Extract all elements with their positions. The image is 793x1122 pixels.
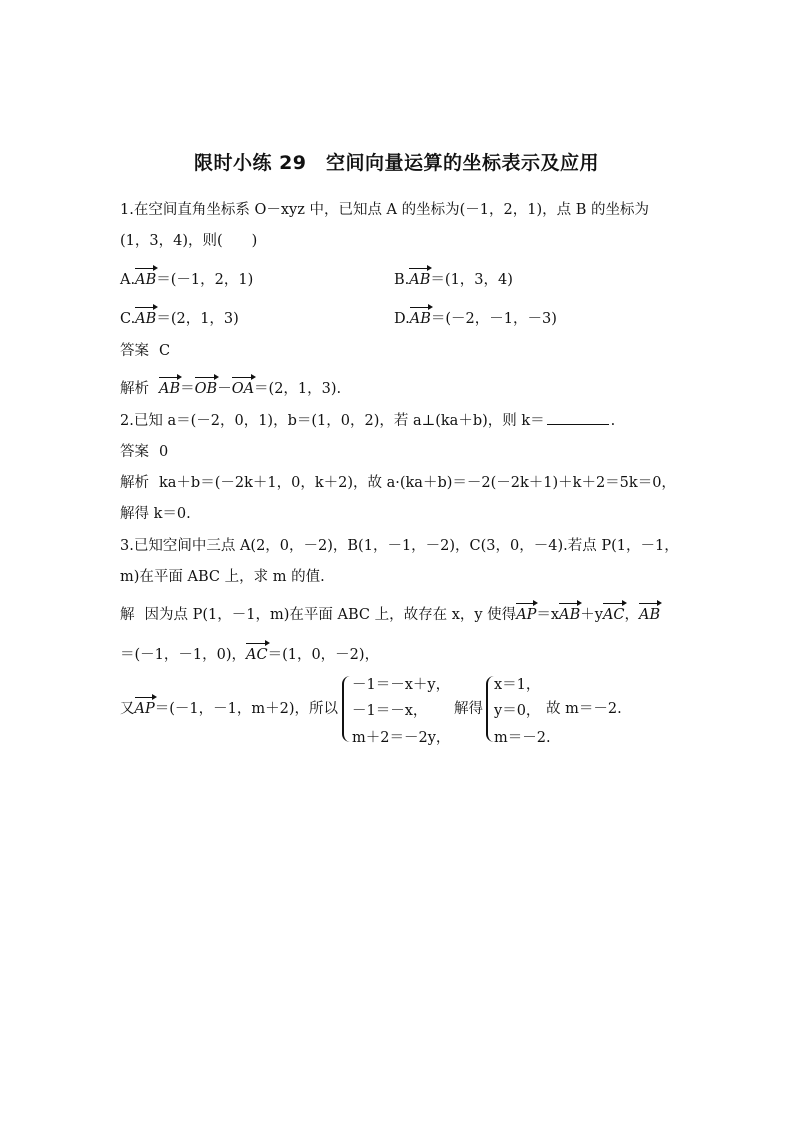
solution-text: ＝(1，0，－2)， <box>267 647 380 663</box>
vector-ap: AP <box>135 698 155 720</box>
minus: － <box>217 381 232 397</box>
vector-ac: AC <box>246 644 268 666</box>
solution-label: 解 <box>120 607 135 623</box>
q1-text-line1: 1.在空间直角坐标系 O－xyz 中，已知点 A 的坐标为(－1，2，1)，点 B 的坐标为 <box>120 202 649 218</box>
system2-eq1: x＝1， <box>494 677 541 693</box>
q1-option-b <box>394 269 513 291</box>
system1-eq2: －1＝－x， <box>352 703 428 719</box>
q3-text-line1: 3.已知空间中三点 A(2，0，－2)，B(1，－1，－2)，C(3，0，－4).若点 P(1，－1， <box>120 538 679 554</box>
option-b-prefix: B. <box>394 272 410 288</box>
solution-text: ， <box>624 607 640 623</box>
q3-solution-line2 <box>120 644 379 666</box>
q1-text-line2: (1，3，4)，则( ) <box>120 233 258 249</box>
equals: ＝ <box>180 381 195 397</box>
analysis-text: ka＋b＝(－2k＋1，0，k＋2)，故 a·(ka＋b)＝－2(－2k＋1)＋k＋2＝5k＝0， <box>159 475 676 491</box>
vector-ab: AB <box>410 308 431 330</box>
solution-text: ＝(－1，－1，0)， <box>120 647 246 663</box>
system1-eq3: m＋2＝－2y， <box>352 730 451 746</box>
q1-option-a <box>120 269 253 291</box>
solution-text: ＋y <box>580 607 603 623</box>
vector-ab: AB <box>135 269 156 291</box>
q1-option-c <box>120 308 239 330</box>
solution-text: 因为点 P(1，－1，m)在平面 ABC 上，故存在 x，y 使得 <box>144 607 517 623</box>
q2-analysis-line2: 解得 k＝0. <box>120 506 191 522</box>
solution-text: 又 <box>120 701 135 717</box>
analysis-label: 解析 <box>120 475 149 491</box>
q2-text-before: 2.已知 a＝(－2，0，1)，b＝(1，0，2)，若 a⊥(ka＋b)，则 k＝ <box>120 413 545 429</box>
vector-ab: AB <box>639 604 660 626</box>
vector-ob: OB <box>195 378 218 400</box>
q2-text <box>120 410 615 432</box>
solve-label: 解得 <box>454 701 483 717</box>
option-c-prefix: C. <box>120 311 136 327</box>
option-a-value: ＝(－1，2，1) <box>156 272 254 288</box>
option-b-value: ＝(1，3，4) <box>430 272 513 288</box>
answer-label: 答案 <box>120 444 149 460</box>
vector-ab: AB <box>409 269 430 291</box>
q1-answer <box>120 340 170 362</box>
q3-solution-line3 <box>120 698 338 720</box>
solution-text: ＝(－1，－1，m＋2)，所以 <box>154 701 338 717</box>
system1-eq1: －1＝－x＋y， <box>352 677 451 693</box>
vector-ab: AB <box>159 378 180 400</box>
answer-value: C <box>159 343 171 359</box>
option-a-prefix: A. <box>120 272 136 288</box>
q3-text-line2: m)在平面 ABC 上，求 m 的值. <box>120 569 325 585</box>
vector-ab: AB <box>135 308 156 330</box>
system2-eq2: y＝0， <box>494 703 541 719</box>
q1-option-d <box>394 308 557 330</box>
q3-solution-line1 <box>120 604 660 626</box>
option-d-prefix: D. <box>394 311 410 327</box>
system2-eq3: m＝－2. <box>494 730 551 746</box>
answer-value: 0 <box>159 444 169 460</box>
page-title: 限时小练 29 空间向量运算的坐标表示及应用 <box>193 152 600 174</box>
q2-analysis-line1 <box>120 472 676 494</box>
solution-text: ＝x <box>536 607 560 623</box>
q2-answer <box>120 441 168 463</box>
left-brace <box>342 676 352 742</box>
analysis-label: 解析 <box>120 381 149 397</box>
analysis-result: ＝(2，1，3). <box>254 381 342 397</box>
vector-ac: AC <box>603 604 625 626</box>
option-d-value: ＝(－2，－1，－3) <box>430 311 557 327</box>
conclusion: 故 m＝－2. <box>546 701 622 717</box>
q1-analysis <box>120 378 341 400</box>
option-c-value: ＝(2，1，3) <box>156 311 239 327</box>
vector-ab: AB <box>559 604 580 626</box>
q2-text-after: . <box>610 413 616 429</box>
vector-oa: OA <box>232 378 254 400</box>
vector-ap: AP <box>516 604 536 626</box>
answer-blank <box>547 410 609 425</box>
answer-label: 答案 <box>120 343 149 359</box>
